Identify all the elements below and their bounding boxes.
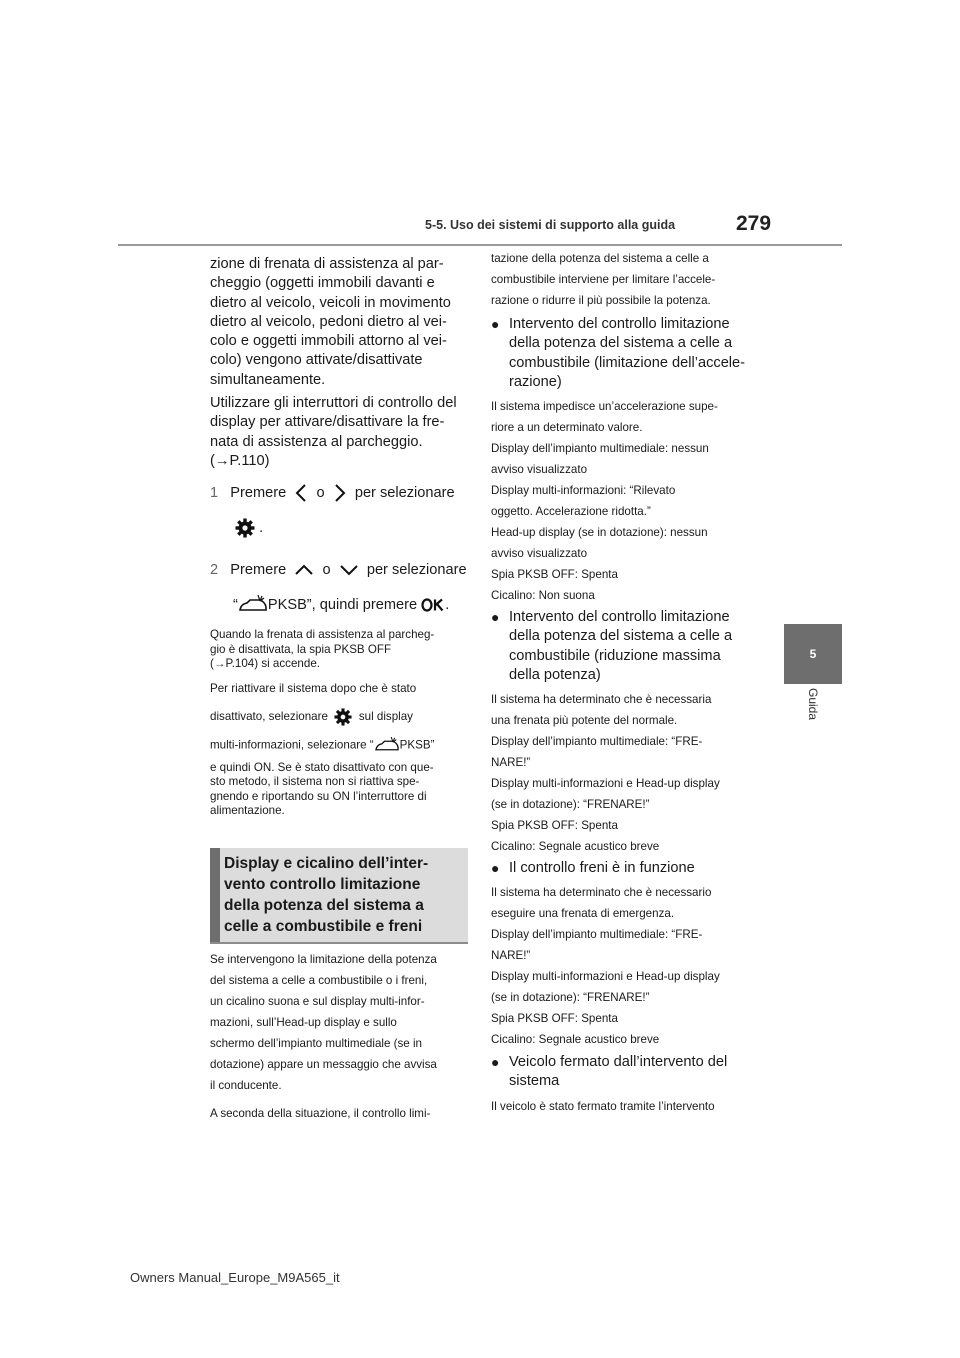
bullet-section-4: [491, 1053, 756, 1117]
bullet-body: [491, 1096, 756, 1117]
text-line: razione o ridurre il più possibile la potenza.: [491, 294, 711, 307]
header-rule: [118, 244, 842, 246]
step-text: .: [445, 596, 450, 613]
heading-line: vento controllo limitazione: [224, 876, 421, 893]
text-line: NARE!”: [491, 949, 531, 963]
left-paragraph-2: [210, 394, 475, 471]
section-title: 5-5. Uso dei sistemi di supporto alla guida: [425, 218, 676, 232]
chevron-up-icon: [294, 563, 314, 577]
text-line: Per riattivare il sistema dopo che è stato: [210, 682, 417, 695]
text-line: Veicolo fermato dall’intervento del: [509, 1054, 728, 1070]
chapter-tab[interactable]: 5: [784, 624, 842, 684]
step-text: per selezionare: [366, 562, 467, 578]
text-line: zione di frenata di assistenza al par-: [210, 256, 444, 272]
text-line: Spia PKSB OFF: Spenta: [491, 1012, 618, 1026]
bullet-body: [491, 882, 756, 1050]
text-line: Display multi-informazioni e Head-up display: [491, 777, 720, 791]
step-text: per selezionare: [354, 484, 455, 501]
step-2-continued: [233, 595, 473, 615]
bullet-dot: ●: [491, 860, 500, 876]
text-line: sto metodo, il sistema non si riattiva spe-: [210, 775, 420, 788]
text-line: dietro al veicolo, veicoli in movimento: [210, 294, 451, 311]
step-number: 2: [210, 562, 219, 578]
text-line: avviso visualizzato: [491, 463, 588, 477]
bullet-section-2: [491, 608, 756, 857]
ok-button-icon: [421, 598, 445, 612]
step-number: 1: [210, 484, 219, 501]
text-line: alimentazione.: [210, 804, 285, 817]
text-line: Cicalino: Non suona: [491, 589, 595, 603]
text-line: Se intervengono la limitazione della potenza: [210, 953, 437, 966]
left-paragraph-3: [210, 949, 472, 1124]
text-line: [210, 737, 472, 754]
bullet-dot: ●: [491, 316, 500, 332]
text-line: combustibile (limitazione dell’accele-: [509, 354, 746, 371]
text-line: oggetto. Accelerazione ridotta.”: [491, 505, 651, 519]
step-2: [210, 561, 480, 580]
text-line: Il sistema ha determinato che è necessario: [491, 886, 712, 900]
chevron-down-icon: [339, 563, 359, 577]
text-line: Display dell’impianto multimediale: “FRE-: [491, 928, 703, 942]
text-line: Cicalino: Segnale acustico breve: [491, 1033, 660, 1047]
text-line: [210, 708, 472, 726]
gear-icon: [235, 518, 255, 538]
text-line: Intervento del controllo limitazione: [509, 609, 730, 625]
text-segment: disattivato, selezionare: [210, 709, 328, 723]
bullet-body: [491, 689, 756, 857]
text-line: dotazione) appare un messaggio che avvisa: [210, 1058, 437, 1071]
text-line: (se in dotazione): “FRENARE!”: [491, 798, 650, 812]
bullet-dot: ●: [491, 609, 500, 625]
gear-icon: [334, 708, 352, 726]
text-line: sistema: [509, 1073, 560, 1090]
step-text: Premere: [230, 484, 287, 501]
text-line: colo e oggetti immobili attorno al vei-: [210, 333, 447, 350]
pksb-car-icon: [374, 737, 400, 754]
text-segment: PKSB”: [399, 738, 435, 752]
text-line: Intervento del controllo limitazione: [509, 316, 730, 332]
step-text: o: [322, 562, 331, 578]
step-text: Premere: [230, 562, 287, 578]
text-line: cheggio (oggetti immobili davanti e: [210, 275, 435, 292]
bullet-heading: [491, 608, 756, 685]
text-line: Display multi-informazioni e Head-up display: [491, 970, 720, 984]
step-1: [210, 483, 480, 503]
text-line: A seconda della situazione, il controllo limi-: [210, 1107, 431, 1120]
text-line: Utilizzare gli interruttori di controllo del: [210, 395, 457, 411]
text-line: tazione della potenza del sistema a celle a: [491, 252, 709, 265]
heading-line: Display e cicalino dell’inter-: [224, 855, 429, 872]
text-segment: sul display: [358, 709, 413, 723]
text-segment: multi-informazioni, selezionare “: [210, 738, 374, 752]
text-line: (se in dotazione): “FRENARE!”: [491, 991, 650, 1005]
text-line: nata di assistenza al parcheggio.: [210, 433, 423, 450]
section-heading: [224, 853, 464, 937]
chevron-left-icon: [294, 483, 308, 503]
section-heading-box: [210, 848, 468, 944]
right-intro: [491, 248, 756, 311]
bullet-heading: [491, 315, 756, 392]
text-line: display per attivare/disattivare la fre-: [210, 414, 445, 431]
text-line: gnendo e riportando su ON l’interruttore di: [210, 789, 427, 803]
text-line: il conducente.: [210, 1079, 282, 1092]
text-line: Spia PKSB OFF: Spenta: [491, 568, 618, 582]
step-text: “: [233, 596, 238, 613]
text-line: NARE!”: [491, 756, 531, 770]
chevron-right-icon: [333, 483, 347, 503]
text-line: (→P.104) si accende.: [210, 657, 320, 670]
text-line: Head-up display (se in dotazione): nessun: [491, 526, 708, 540]
heading-line: celle a combustibile e freni: [224, 918, 423, 935]
bullet-section-3: [491, 859, 756, 1050]
text-line: dietro al veicolo, pedoni dietro al vei-: [210, 313, 447, 330]
text-line: Il veicolo è stato fermato tramite l’intervento: [491, 1099, 715, 1113]
text-line: una frenata più potente del normale.: [491, 714, 678, 728]
text-line: Display dell’impianto multimediale: nessun: [491, 442, 709, 456]
step-text: o: [316, 484, 325, 501]
step-text: .: [259, 519, 264, 536]
left-paragraph-1: [210, 255, 475, 390]
pksb-car-icon: [238, 595, 268, 615]
text-line: schermo dell’impianto multimediale (se in: [210, 1037, 422, 1050]
chapter-label-text: Guida: [806, 688, 820, 721]
text-line: razione): [509, 373, 562, 390]
step-1-continued: [235, 518, 263, 538]
text-line: del sistema a celle a combustibile o i freni,: [210, 974, 428, 987]
bullet-heading: [491, 859, 756, 878]
text-line: Quando la frenata di assistenza al parcheg-: [210, 628, 435, 641]
bullet-body: [491, 396, 756, 606]
bullet-heading: [491, 1053, 756, 1092]
text-line: riore a un determinato valore.: [491, 421, 643, 435]
text-line: Il controllo freni è in funzione: [509, 860, 695, 876]
text-line: della potenza del sistema a celle a: [509, 628, 733, 645]
chapter-label: [784, 688, 842, 723]
text-line: simultaneamente.: [210, 371, 326, 388]
text-line: avviso visualizzato: [491, 547, 588, 561]
footer-text: Owners Manual_Europe_M9A565_it: [130, 1270, 340, 1285]
text-line: mazioni, sull’Head-up display e sullo: [210, 1016, 397, 1029]
page-reference[interactable]: (→P.110): [210, 452, 270, 469]
note-2: [210, 682, 472, 819]
heading-line: della potenza del sistema a: [224, 897, 424, 914]
text-line: Spia PKSB OFF: Spenta: [491, 819, 618, 833]
text-line: colo) vengono attivate/disattivate: [210, 352, 423, 369]
text-line: della potenza del sistema a celle a: [509, 335, 733, 352]
text-line: Cicalino: Segnale acustico breve: [491, 840, 660, 854]
heading-bar: [210, 848, 220, 942]
bullet-dot: ●: [491, 1054, 500, 1070]
text-line: combustibile interviene per limitare l’accele-: [491, 273, 716, 286]
text-line: combustibile (riduzione massima: [509, 647, 721, 664]
step-text: PKSB”, quindi premere: [267, 596, 418, 613]
text-line: Il sistema impedisce un’accelerazione supe-: [491, 400, 718, 414]
page-number: 279: [736, 212, 772, 235]
text-line: e quindi ON. Se è stato disattivato con que-: [210, 760, 434, 774]
text-line: Il sistema ha determinato che è necessaria: [491, 693, 712, 707]
text-line: gio è disattivata, la spia PKSB OFF: [210, 642, 392, 656]
text-line: eseguire una frenata di emergenza.: [491, 907, 675, 921]
text-line: Display dell’impianto multimediale: “FRE-: [491, 735, 703, 749]
bullet-section-1: [491, 315, 756, 606]
text-line: Display multi-informazioni: “Rilevato: [491, 484, 676, 498]
text-line: della potenza): [509, 666, 601, 683]
note-1: [210, 628, 472, 672]
text-line: un cicalino suona e sul display multi-infor-: [210, 995, 425, 1008]
